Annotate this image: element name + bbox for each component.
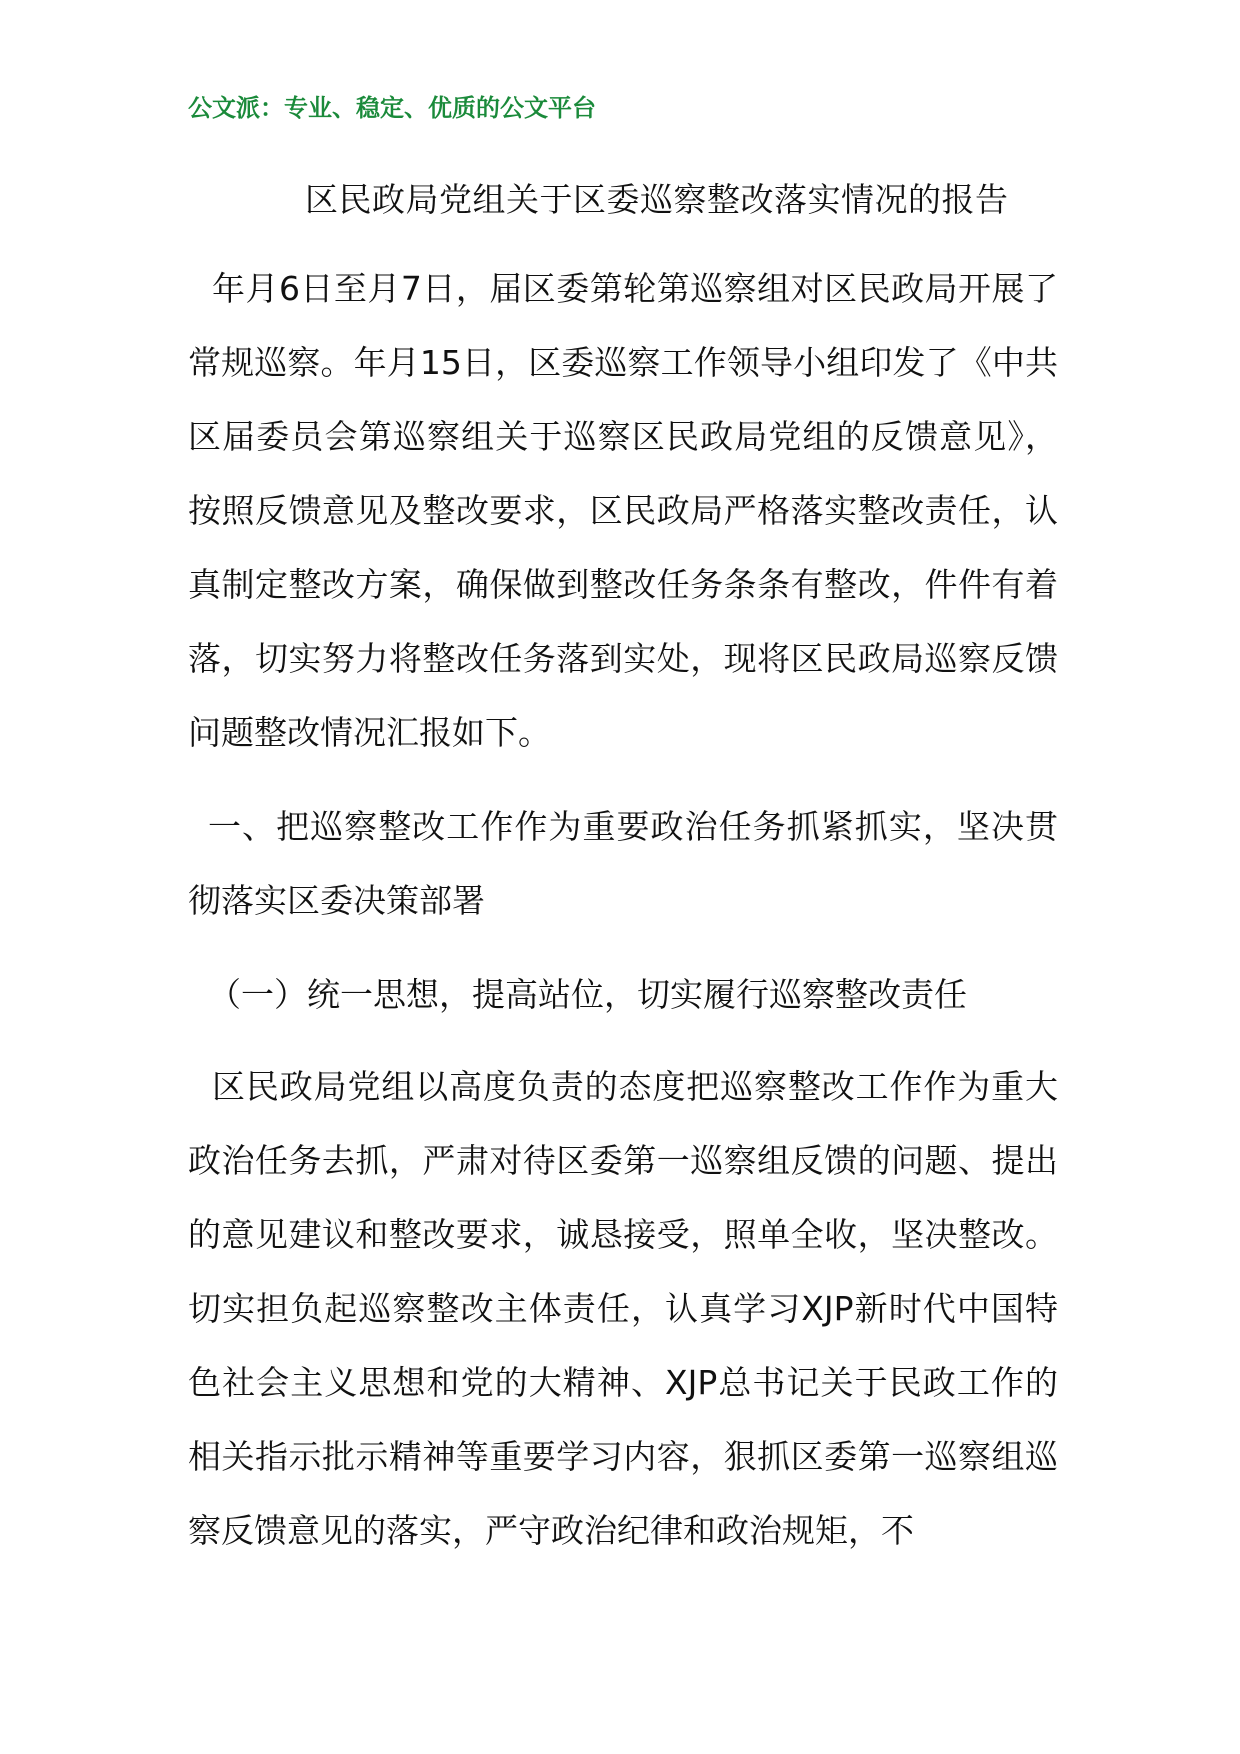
section-heading-1: 一、把巡察整改工作作为重要政治任务抓紧抓实，坚决贯彻落实区委决策部署 — [188, 807, 1058, 920]
brand-header: 公文派：专业、稳定、优质的公文平台 — [188, 94, 596, 122]
subsection-heading-1: （一）统一思想，提高站位，切实履行巡察整改责任 — [208, 975, 967, 1014]
paragraph-body-1: 区民政局党组以高度负责的态度把巡察整改工作作为重大政治任务去抓，严肃对待区委第一巡察组反馈的问题、提出的意见建议和整改要求，诚恳接受，照单全收，坚决整改。切实担负起巡察整改主体责任，认真学习XJP新时代中国特色社会主义思想和党的大精神、XJP总书记关于民政工作的相关指示批示精神等重要学习内容，狠抓区委第一巡察组巡察反馈意见的落实，严守政治纪律和政治规矩，不 — [188, 1067, 1058, 1550]
paragraph-intro: 年月6日至月7日，届区委第轮第巡察组对区民政局开展了常规巡察。年月15日，区委巡察工作领导小组印发了《中共区届委员会第巡察组关于巡察区民政局党组的反馈意见》，按照反馈意见及整改要求，区民政局严格落实整改责任，认真制定整改方案，确保做到整改任务条条有整改，件件有着落，切实努力将整改任务落到实处，现将区民政局巡察反馈问题整改情况汇报如下。 — [188, 269, 1058, 752]
document-title: 区民政局党组关于区委巡察整改落实情况的报告 — [305, 180, 1009, 219]
